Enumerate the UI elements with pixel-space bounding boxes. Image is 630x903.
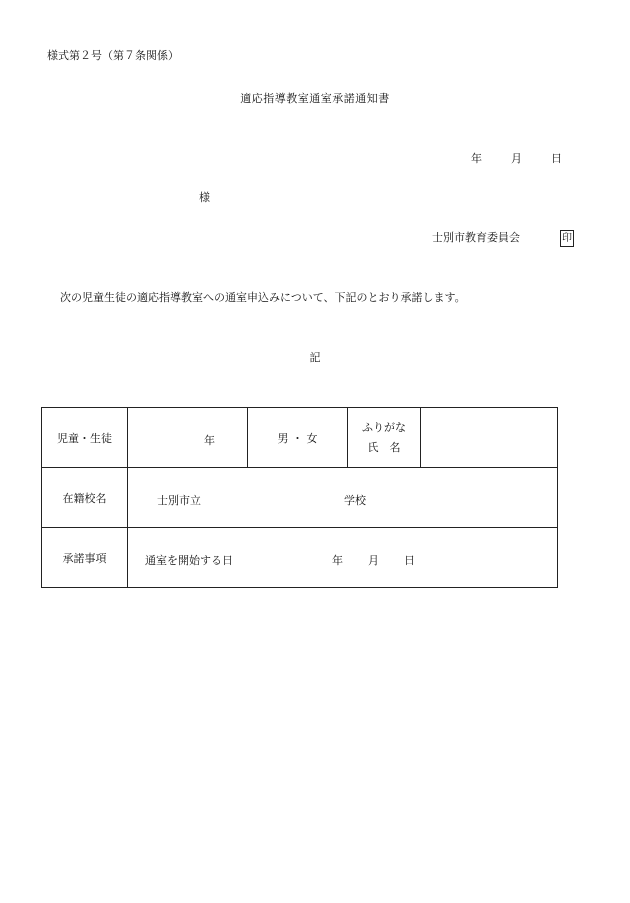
document-title: 適応指導教室通室承諾通知書 (240, 92, 390, 105)
start-month: 月 (368, 554, 379, 567)
furigana-label: ふりがな (362, 420, 406, 434)
name-input-cell[interactable] (421, 408, 558, 468)
seal-mark: 印 (560, 230, 574, 247)
form-number: 様式第２号（第７条関係） (47, 49, 179, 62)
school-label: 在籍校名 (42, 468, 128, 528)
grade-suffix: 年 (204, 434, 215, 447)
grade-cell[interactable] (128, 408, 248, 468)
date-day: 日 (551, 152, 562, 165)
start-day: 日 (404, 554, 415, 567)
gender-cell[interactable]: 男 ・ 女 (248, 408, 348, 468)
start-date-label: 通室を開始する日 (145, 554, 233, 567)
name-label-cell (348, 408, 421, 468)
school-suffix: 学校 (344, 494, 366, 507)
approval-label: 承諾事項 (42, 528, 128, 588)
table-row-student (42, 408, 558, 468)
name-label: 氏 名 (367, 440, 401, 454)
approval-table (41, 407, 558, 588)
school-prefix: 士別市立 (157, 494, 201, 507)
ki-heading: 記 (309, 351, 321, 364)
school-input-cell[interactable] (128, 468, 558, 528)
table-row-school (42, 468, 558, 528)
start-year: 年 (332, 554, 343, 567)
table-row-approval (42, 528, 558, 588)
approval-input-cell[interactable] (128, 528, 558, 588)
date-line (471, 153, 562, 164)
body-text: 次の児童生徒の適応指導教室への通室申込みについて、下記のとおり承諾します。 (60, 291, 466, 304)
student-label: 児童・生徒 (42, 408, 128, 468)
addressee-suffix: 様 (199, 191, 210, 204)
date-month: 月 (511, 152, 522, 165)
issuer-name: 士別市教育委員会 (432, 231, 520, 244)
date-year: 年 (471, 152, 482, 165)
